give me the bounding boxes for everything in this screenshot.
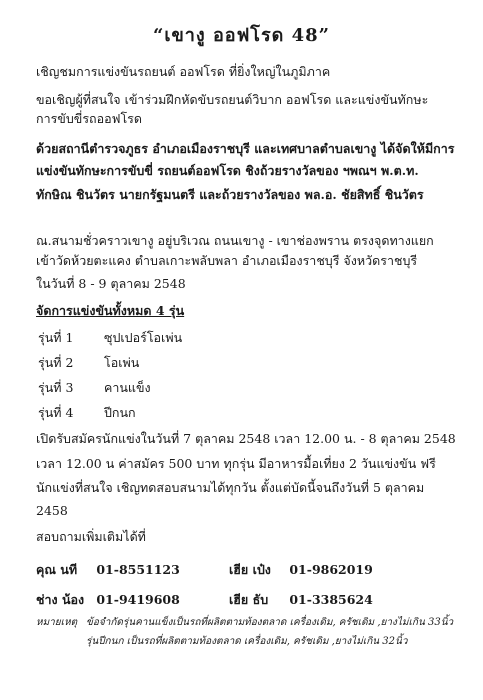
class-name: คานแข็ง [103,380,151,395]
classes-heading: จัดการแข่งขันทั้งหมด 4 รุ่น [36,303,185,318]
contact-name: เฮีย ธับ [229,592,269,607]
class-item [38,353,139,373]
contact-phone: 01-3385624 [289,592,373,607]
inquiry-heading: สอบถามเพิ่มเติมได้ที่ [36,529,146,544]
class-name: ซุปเปอร์โอเพ่น [103,330,183,345]
class-item [38,328,182,348]
class-name: ปีกนก [103,405,136,420]
contact-name: ช่าง น้อง [36,592,85,607]
class-item [38,378,151,398]
organizer-line: ทักษิณ ชินวัตร นายกรัฐมนตรี และถ้วยรางวัลของ พล.อ. ชัยสิทธิ์ ชินวัตร [36,187,424,202]
intro-line: ขอเชิญผู้ที่สนใจ เข้าร่วมฝึกหัดขับรถยนต์วิบาก ออฟโรด และแข่งขันทักษะ [36,92,429,107]
contact-phone: 01-8551123 [96,562,180,577]
contact-phone: 01-9419608 [96,592,180,607]
registration-line: นักแข่งที่สนใจ เชิญทดสอบสนามได้ทุกวัน ตั้งแต่บัดนี้จนถึงวันที่ 5 ตุลาคม [36,480,425,495]
venue-line: ในวันที่ 8 - 9 ตุลาคม 2548 [36,276,186,291]
note-line: ข้อจำกัดรุ่นคานแข็งเป็นรถที่ผลิตตามท้องตลาด เครื่องเดิม, ครัชเดิม ,ยางไม่เกิน 33นิ้ว [86,617,454,628]
note-label: หมายเหตุ [36,617,78,628]
contact-name: เฮีย เป๋ง [229,562,271,577]
contact-item [229,590,373,610]
organizer-line: แข่งขันทักษะการขับขี่ รถยนต์ออฟโรด ชิงถ้วยรางวัลของ ฯพณฯ พ.ต.ท. [36,163,419,178]
organizer-line: ด้วยสถานีตำรวจภูธร อำเภอเมืองราชบุรี และเทศบาลตำบลเขางู ได้จัดให้มีการ [36,141,455,156]
contact-phone: 01-9862019 [289,562,373,577]
contact-name: คุณ นที [36,562,78,577]
registration-line: เวลา 12.00 น ค่าสมัคร 500 บาท ทุกรุ่น มีอาหารมื้อเที่ยง 2 วันแข่งขัน ฟรี [36,456,436,471]
contact-item [36,590,180,610]
class-item [38,403,136,423]
registration-line: 2458 [36,503,68,518]
contact-item [229,560,373,580]
venue-line: เข้าวัดห้วยตะแคง ตำบลเกาะพลับพลา อำเภอเมืองราชบุรี จังหวัดราชบุรี [36,253,418,268]
intro-line: การขับขี่รถออฟโรด [36,111,143,126]
class-name: โอเพ่น [103,355,140,370]
class-label: รุ่นที่ 2 [38,355,74,370]
venue-line: ณ.สนามชั่วคราวเขางู อยู่บริเวณ ถนนเขางู - เขาช่องพราน ตรงจุดทางแยก [36,233,434,248]
flyer-title: “เขางู ออฟโรด 48” [152,25,331,46]
class-label: รุ่นที่ 3 [38,380,74,395]
note-line: รุ่นปีกนก เป็นรถที่ผลิตตามท้องตลาด เครื่องเดิม, ครัชเดิม ,ยางไม่เกิน 32นิ้ว [86,636,408,647]
class-label: รุ่นที่ 4 [38,405,74,420]
contact-item [36,560,180,580]
intro-line: เชิญชมการแข่งขันรถยนต์ ออฟโรด ที่ยิ่งใหญ่ในภูมิภาค [36,64,331,79]
class-label: รุ่นที่ 1 [38,330,74,345]
registration-line: เปิดรับสมัครนักแข่งในวันที่ 7 ตุลาคม 2548 เวลา 12.00 น. - 8 ตุลาคม 2548 [36,431,456,446]
